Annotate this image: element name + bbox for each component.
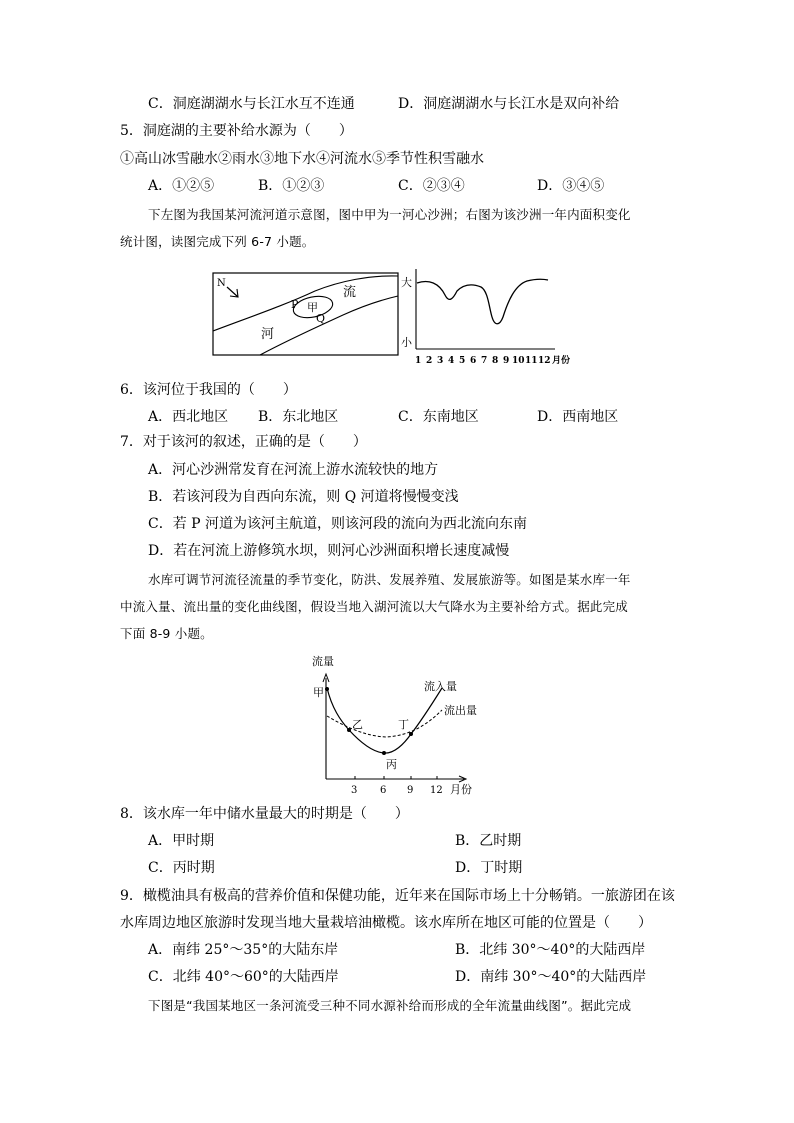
x-label-3: 3 [351, 785, 358, 796]
q8-stem: 8．该水库一年中储水量最大的时期是（ ） [120, 806, 409, 822]
q8-option-a: A．甲时期 [148, 833, 215, 849]
month-tick-12: 12 [538, 356, 551, 366]
label-q: Q [316, 312, 326, 325]
q5-items: ①高山冰雪融水②雨水③地下水④河流水⑤季节性积雪融水 [120, 151, 484, 167]
q7-option-c: C．若 P 河道为该河主航道，则该河段的流向为西北流向东南 [148, 516, 528, 532]
month-tick-6: 6 [470, 356, 477, 366]
q5-option-a: A．①②⑤ [148, 178, 215, 194]
month-tick-4: 4 [448, 356, 455, 366]
point-bing-marker [382, 751, 386, 755]
q4-option-c: C．洞庭湖湖水与长江水互不连通 [148, 96, 355, 112]
q8-option-c: C．丙时期 [148, 860, 215, 876]
q9-option-c: C．北纬 40°～60°的大陆西岸 [148, 969, 339, 985]
q4-option-d: D．洞庭湖湖水与长江水是双向补给 [398, 96, 620, 112]
river-map-frame [213, 273, 398, 355]
label-river-right: 流 [343, 285, 357, 300]
x-label-6: 6 [380, 785, 387, 796]
y-label-large: 大 [401, 276, 412, 289]
figure-reservoir-flow [308, 648, 493, 798]
point-yi-label: 乙 [352, 718, 363, 731]
q6-stem: 6．该河位于我国的（ ） [120, 382, 297, 398]
north-label: N [217, 278, 226, 289]
month-tick-10: 10 [512, 356, 525, 366]
q7-stem: 7．对于该河的叙述，正确的是（ ） [120, 434, 367, 450]
month-tick-1: 1 [415, 356, 422, 366]
month-ticks [415, 354, 570, 366]
label-river-left: 河 [261, 327, 275, 342]
x-label-12: 12 [430, 785, 443, 796]
point-ding-marker [409, 732, 413, 736]
legend-inflow: 流入量 [424, 680, 457, 693]
q9-stem-line1: 9．橄榄油具有极高的营养价值和保健功能，近年来在国际市场上十分畅销。一旅游团在该 [120, 888, 675, 904]
intro-6-7-line2: 统计图，读图完成下列 6-7 小题。 [120, 234, 315, 249]
q9-option-b: B．北纬 30°～40°的大陆西岸 [455, 942, 646, 958]
q7-option-a: A．河心沙洲常发育在河流上游水流较快的地方 [148, 462, 439, 478]
north-arrow-icon [227, 287, 238, 297]
flow-axis-label: 流量 [312, 655, 334, 668]
q5-option-d: D．③④⑤ [537, 178, 605, 194]
intro-8-9-line3: 下面 8-9 小题。 [120, 626, 213, 641]
figure-river-sandbar [205, 265, 580, 370]
q6-option-c: C．东南地区 [398, 409, 479, 425]
month-unit: 月份 [552, 356, 571, 366]
q8-option-d: D．丁时期 [455, 860, 523, 876]
month-tick-8: 8 [492, 356, 499, 366]
month-tick-7: 7 [481, 356, 488, 366]
month-tick-3: 3 [437, 356, 444, 366]
q5-option-c: C．②③④ [398, 178, 465, 194]
q6-option-d: D．西南地区 [537, 409, 619, 425]
x-label-9: 9 [407, 785, 414, 796]
point-ding-label: 丁 [398, 718, 409, 731]
intro-8-9-line2: 中流入量、流出量的变化曲线图，假设当地入湖河流以大气降水为主要补给方式。据此完成 [120, 599, 629, 614]
point-jia-marker [325, 687, 329, 691]
month-tick-9: 9 [503, 356, 510, 366]
point-bing-label: 丙 [386, 758, 397, 771]
label-p: P [291, 298, 299, 311]
q5-stem: 5．洞庭湖的主要补给水源为（ ） [120, 123, 353, 139]
intro-6-7-line1: 下左图为我国某河流河道示意图，图中甲为一河心沙洲；右图为该沙洲一年内面积变化 [148, 207, 631, 222]
point-yi-marker [347, 728, 351, 732]
month-tick-2: 2 [426, 356, 433, 366]
q9-option-a: A．南纬 25°～35°的大陆东岸 [148, 942, 339, 958]
x-unit-label: 月份 [450, 783, 472, 796]
intro-8-9-line1: 水库可调节河流径流量的季节变化，防洪、发展养殖、发展旅游等。如图是某水库一年 [148, 572, 631, 587]
q8-option-b: B．乙时期 [455, 833, 522, 849]
q7-option-d: D．若在河流上游修筑水坝，则河心沙洲面积增长速度减慢 [148, 543, 510, 559]
q9-stem-line2: 水库周边地区旅游时发现当地大量栽培油橄榄。该水库所在地区可能的位置是（ ） [120, 915, 652, 931]
river-bank-upper [213, 276, 398, 331]
month-tick-5: 5 [459, 356, 466, 366]
month-tick-11: 11 [525, 356, 538, 366]
sandbar-area-curve [417, 279, 548, 323]
label-island: 甲 [307, 301, 318, 314]
river-bank-lower [260, 296, 398, 355]
q6-option-a: A．西北地区 [148, 409, 229, 425]
intro-last-line1: 下图是“我国某地区一条河流受三种不同水源补给而形成的全年流量曲线图”。据此完成 [148, 998, 632, 1013]
y-label-small: 小 [401, 336, 412, 349]
q9-option-d: D．南纬 30°～40°的大陆西岸 [455, 969, 647, 985]
q6-option-b: B．东北地区 [258, 409, 339, 425]
q7-option-b: B．若该河段为自西向东流，则 Q 河道将慢慢变浅 [148, 489, 459, 505]
q5-option-b: B．①②③ [258, 178, 325, 194]
inflow-curve [327, 688, 442, 753]
legend-outflow: 流出量 [444, 704, 477, 717]
point-jia-label: 甲 [313, 686, 324, 699]
